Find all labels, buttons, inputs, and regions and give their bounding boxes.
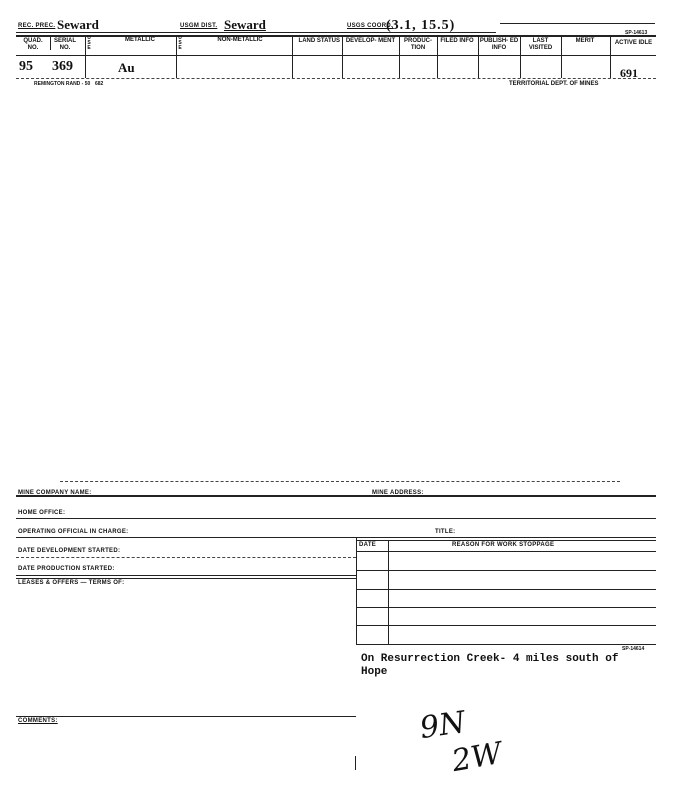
record-serial: 369	[52, 59, 73, 74]
usgm-dist-label: USGM DIST.	[180, 23, 218, 29]
handwritten-line2: 2W	[449, 735, 505, 780]
date-development-label: DATE DEVELOPMENT STARTED:	[18, 548, 121, 554]
col-published-info: PUBLISH- ED INFO	[479, 38, 519, 51]
col-filed-info: FILED INFO	[440, 38, 474, 44]
remington-label: REMINGTON RAND - 50	[34, 81, 91, 87]
date-production-label: DATE PRODUCTION STARTED:	[18, 566, 115, 572]
reason-header: REASON FOR WORK STOPPAGE	[452, 542, 555, 548]
title-label: TITLE:	[435, 529, 456, 535]
rec-prec-value: Seward	[57, 17, 99, 32]
handwritten-line1: 9N	[417, 705, 468, 746]
record-active-idle: 691	[620, 66, 638, 80]
date-header: DATE	[359, 542, 377, 548]
col-production: PRODUC- TION	[404, 38, 432, 51]
record-metallic: Au	[118, 60, 135, 75]
rec-prec-label: REC. PREC.	[18, 23, 56, 29]
col-land-status: LAND STATUS	[298, 38, 340, 44]
home-office-label: HOME OFFICE:	[18, 510, 66, 516]
comments-label: COMMENTS:	[18, 718, 58, 724]
mine-company-name-label: MINE COMPANY NAME:	[18, 490, 92, 496]
usgm-dist-value: Seward	[224, 17, 266, 32]
col-active-idle: ACTIVE IDLE	[614, 40, 653, 46]
form-number-top: SP-14613	[625, 30, 648, 36]
col-serial-no: SERIAL NO.	[53, 38, 76, 51]
col-metallic: METALLIC	[125, 37, 155, 43]
leases-label: LEASES & OFFERS — TERMS OF:	[18, 580, 125, 586]
form-number-bottom: SP-14614	[622, 646, 645, 652]
mine-address-label: MINE ADDRESS:	[372, 490, 424, 496]
remington-code: 682	[95, 81, 104, 87]
operating-official-label: OPERATING OFFICIAL IN CHARGE:	[18, 529, 129, 535]
col-last-visited: LAST VISITED	[528, 38, 553, 51]
col-development: DEVELOP- MENT	[345, 38, 396, 44]
col-use-1: U S E	[87, 35, 91, 51]
col-merit: MERIT	[575, 38, 595, 44]
territorial-dept: TERRITORIAL DEPT. OF MINES	[509, 81, 599, 87]
col-quad-no: QUAD. NO.	[23, 38, 43, 51]
record-quad: 95	[19, 59, 33, 74]
col-use-2: U S E	[178, 35, 182, 51]
col-non-metallic: NON-METALLIC	[217, 37, 263, 43]
usgs-coord-label: USGS COORD.	[347, 23, 393, 29]
usgs-coord-value: (3.1, 15.5)	[386, 18, 456, 33]
location-note: On Resurrection Creek- 4 miles south of Hope	[361, 653, 619, 678]
